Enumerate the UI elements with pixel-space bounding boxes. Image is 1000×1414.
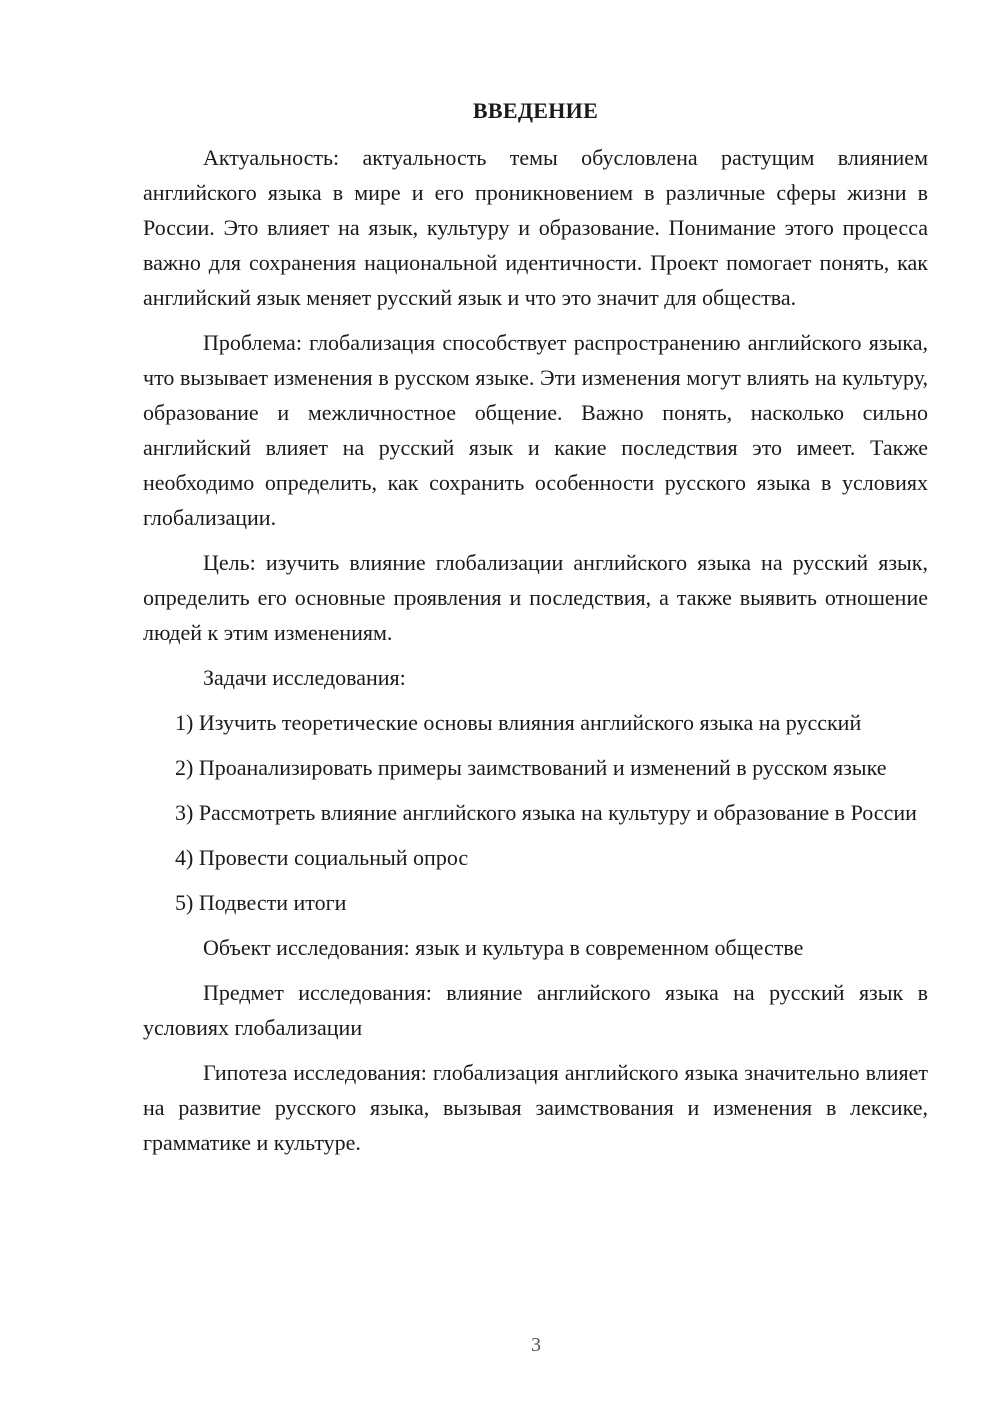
research-hypothesis: Гипотеза исследования: глобализация английского языка значительно влияет на развитие русского языка, вызывая заимствования и изменения в лексике, грамматике и культуре. (143, 1060, 928, 1155)
tasks-heading: Задачи исследования: (203, 665, 406, 690)
task-item-2: 2) Проанализировать примеры заимствований и изменений в русском языке (175, 755, 887, 780)
page-title: ВВЕДЕНИЕ (472, 98, 599, 123)
task-item-3: 3) Рассмотреть влияние английского языка на культуру и образование в России (175, 800, 917, 825)
page-number: 3 (531, 1334, 541, 1356)
task-item-5: 5) Подвести итоги (175, 890, 347, 915)
research-object: Объект исследования: язык и культура в современном обществе (203, 935, 804, 960)
problem-paragraph: Проблема: глобализация способствует распространению английского языка, что вызывает изменения в русском языке. Эти изменения могут влиять на культуру, образование и межличностное общение. Важно понять, насколько сильно английский влияет на русский язык и какие последствия это имеет. Также необходимо определить, как сохранить особенности русского языка в условиях глобализации. (143, 330, 928, 530)
task-item-4: 4) Провести социальный опрос (175, 845, 469, 870)
research-subject: Предмет исследования: влияние английского языка на русский язык в условиях глобализации (143, 980, 928, 1040)
goal-paragraph: Цель: изучить влияние глобализации английского языка на русский язык, определить его основные проявления и последствия, а также выявить отношение людей к этим изменениям. (143, 550, 928, 645)
relevance-paragraph: Актуальность: актуальность темы обусловлена растущим влиянием английского языка в мире и его проникновением в различные сферы жизни в России. Это влияет на язык, культуру и образование. Понимание этого процесса важно для сохранения национальной идентичности. Проект помогает понять, как английский язык меняет русский язык и что это значит для общества. (143, 145, 928, 310)
task-item-1: 1) Изучить теоретические основы влияния английского языка на русский (175, 710, 862, 735)
document-page (143, 96, 928, 1170)
